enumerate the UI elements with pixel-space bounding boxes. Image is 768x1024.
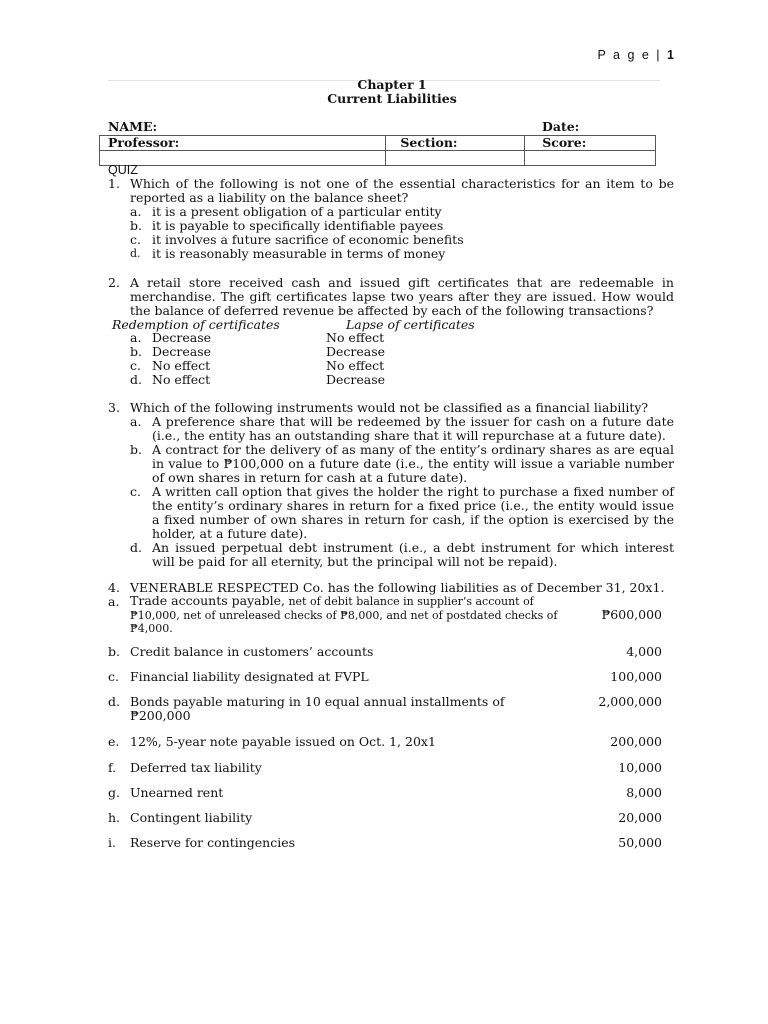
column-header-redemption: Redemption of certificates bbox=[112, 317, 280, 332]
question-number: 1. bbox=[108, 176, 120, 191]
question-2-options bbox=[130, 331, 430, 387]
option-b: b. it is payable to specifically identifiable payees bbox=[130, 218, 444, 233]
option-d: d. it is reasonably measurable in terms of money bbox=[130, 246, 446, 261]
question-text: A retail store received cash and issued gift certificates that are redeemable in merchandise. The gift certificates lapse two years after they are issued. How would the balance of deferred revenue be affected by each of the following transactions? bbox=[130, 275, 674, 318]
date-label: Date: bbox=[542, 119, 580, 134]
page-number: P a g e | 1 bbox=[597, 48, 674, 62]
option-a: a. it is a present obligation of a particular entity bbox=[130, 204, 442, 219]
question-text: Which of the following instruments would not be classified as a financial liability? bbox=[130, 400, 649, 415]
professor-field[interactable] bbox=[100, 151, 386, 166]
section-field[interactable] bbox=[386, 151, 525, 166]
amount: ₱600,000 bbox=[601, 607, 662, 622]
question-text: Which of the following is not one of the essential characteristics for an item to be reported as a liability on the balance sheet? bbox=[130, 176, 674, 205]
option-b: b. A contract for the delivery of as many of the entity’s ordinary shares as are equal in value to ₱100,000 on a future date (i.e., the entity will issue a variable number of own shares in return for cash at a future date). bbox=[130, 442, 674, 485]
column-header-lapse: Lapse of certificates bbox=[346, 317, 475, 332]
option-c: c. A written call option that gives the holder the right to purchase a fixed number of the entity’s ordinary shares in return for a fixed price (i.e., the entity would issue a fixed number of own shares in return for cash, if the option is exercised by the holder, at a future date). bbox=[130, 484, 674, 541]
option-d: d. An issued perpetual debt instrument (i.e., a debt instrument for which interest will be paid for all eternity, but the principal will not be repaid). bbox=[130, 540, 674, 569]
score-field[interactable] bbox=[525, 151, 656, 166]
question-3 bbox=[108, 401, 674, 569]
section-label: Section: bbox=[386, 136, 525, 151]
option-c: c. No effect No effect bbox=[130, 358, 385, 373]
question-number: 3. bbox=[108, 400, 120, 415]
option-b: b. Decrease Decrease bbox=[130, 344, 386, 359]
question-number: 4. bbox=[108, 580, 120, 595]
info-table bbox=[99, 135, 656, 166]
quiz-label: QUIZ bbox=[108, 163, 138, 177]
professor-label: Professor: bbox=[100, 136, 386, 151]
option-d: d. No effect Decrease bbox=[130, 372, 386, 387]
score-label: Score: bbox=[525, 136, 656, 151]
option-a: a. Decrease No effect bbox=[130, 330, 385, 345]
question-number: 2. bbox=[108, 275, 120, 290]
question-2 bbox=[108, 276, 674, 318]
option-c: c. it involves a future sacrifice of economic benefits bbox=[130, 232, 464, 247]
question-1 bbox=[108, 177, 674, 261]
question-text: VENERABLE RESPECTED Co. has the following liabilities as of December 31, 20x1. bbox=[130, 580, 665, 595]
chapter-title: Chapter 1 bbox=[357, 77, 427, 92]
chapter-subtitle: Current Liabilities bbox=[327, 91, 457, 106]
name-label: NAME: bbox=[108, 119, 158, 134]
option-a: a. A preference share that will be redeemed by the issuer for cash on a future date (i.e., the entity has an outstanding share that it will repurchase at a future date). bbox=[130, 414, 674, 443]
